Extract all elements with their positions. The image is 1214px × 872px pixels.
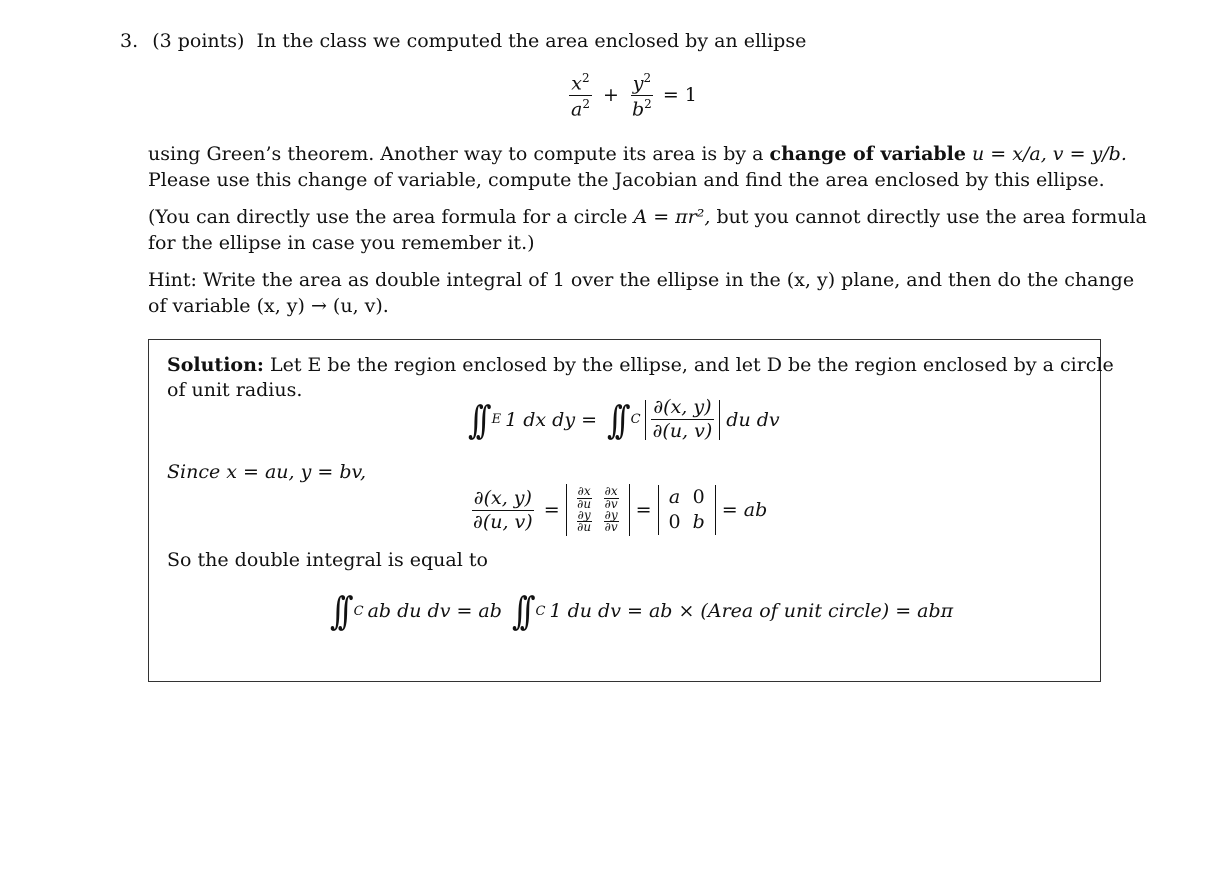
matrix-col-1 [669, 485, 681, 534]
x-over-a-frac [569, 72, 592, 120]
matrix-determinant [658, 485, 716, 535]
partial-xv: ∂x ∂v [604, 484, 618, 511]
abs-bar-right [719, 400, 720, 440]
solution-line1 [167, 354, 1114, 376]
double-integral-sign-right: ∫∫ [606, 397, 623, 442]
eq1-numerator: ∂(x, y) [653, 396, 712, 418]
problem-para2-line2: for the ellipse in case you remember it.) [148, 232, 535, 254]
problem-para2-line1 [148, 206, 1147, 228]
partial-xu: ∂x ∂u [577, 484, 592, 511]
problem-points: (3 points) [152, 30, 245, 52]
x-term: x [571, 72, 583, 95]
matrix-col-2 [693, 485, 705, 534]
partial-yv: ∂y ∂v [604, 508, 618, 535]
a-term: a [571, 98, 583, 121]
jacobian-frac [471, 486, 535, 533]
solution-line2: of unit radius. [167, 379, 303, 401]
eq1-left-expr: 1 dx dy = [505, 408, 598, 431]
jac-equals-2: = [635, 499, 652, 521]
hint-line2: of variable (x, y) → (u, v). [148, 295, 389, 317]
jac-equals-1: = [543, 499, 560, 521]
final-tail: 1 du dv = ab × (Area of unit circle) = abπ [549, 600, 954, 622]
problem-para1-line1 [148, 143, 1127, 165]
para2-text-a: (You can directly use the area formula for a circle [148, 206, 628, 228]
exp-y: 2 [643, 71, 652, 85]
jac-denominator: ∂(u, v) [473, 510, 533, 533]
region-e-sub: E [491, 412, 502, 427]
so-line: So the double integral is equal to [167, 549, 488, 571]
b-term: b [631, 98, 645, 121]
matrix-zero-2: 0 [692, 486, 705, 509]
solution-label: Solution: [167, 354, 264, 376]
ellipse-rhs: = 1 [662, 83, 697, 106]
solution-text1: Let E be the region enclosed by the ellipse, and let D be the region enclosed by a circle [269, 354, 1114, 376]
matrix-a: a [668, 486, 681, 509]
jacobian-equation [468, 484, 767, 536]
final-integral-sign-2: ∫∫ [511, 589, 528, 633]
region-c-sub: C [630, 412, 641, 427]
eq1-denominator: ∂(u, v) [652, 420, 713, 442]
ellipse-equation: $\frac{x^2}{a^2}$ + $\frac{y^2}{b^2}$ = 1 [571, 71, 697, 121]
final-ab-expr: ab du dv = ab [367, 600, 502, 622]
since-line: Since x = au, y = bv, [167, 461, 367, 483]
exp-x: 2 [582, 71, 590, 85]
matrix-b: b [692, 511, 705, 533]
y-over-b-frac [630, 72, 654, 120]
para1-math: u = x/a, v = y/b. [972, 143, 1127, 165]
problem-para1-line2: Please use this change of variable, compute the Jacobian and find the area enclosed by this ellipse. [148, 169, 1105, 191]
hint-line1: Hint: Write the area as double integral of 1 over the ellipse in the (x, y) plane, and then do the change [148, 269, 1135, 291]
partials-col-2 [604, 486, 619, 534]
partial-yu: ∂y ∂u [577, 508, 592, 535]
eq1-tail: du dv [726, 408, 780, 431]
final-integral-sign-1: ∫∫ [329, 589, 346, 633]
para1-text-a: using Green’s theorem. Another way to compute its area is by a [148, 143, 764, 165]
abs-bar-left [645, 400, 646, 440]
final-sub-2: C [535, 603, 546, 619]
y-term: y [632, 72, 644, 95]
problem-line-1 [120, 30, 806, 52]
jac-result: = ab [721, 499, 768, 521]
jac-numerator: ∂(x, y) [473, 486, 532, 509]
jacobian-frac-abs [651, 398, 715, 441]
matrix-zero-1: 0 [668, 511, 681, 533]
double-integral-sign-left: ∫∫ [467, 397, 484, 442]
equation-area-change [466, 398, 780, 441]
para2-text-b: but you cannot directly use the area formula [716, 206, 1147, 228]
exp-b: 2 [644, 97, 652, 112]
partials-determinant [566, 484, 630, 536]
partials-col-1 [577, 486, 592, 534]
exp-a: 2 [582, 97, 590, 112]
final-sub-1: C [353, 603, 364, 619]
para1-bold: change of variable [769, 143, 966, 165]
problem-number: 3. [120, 30, 139, 52]
final-equation [328, 589, 954, 633]
para2-math: A = πr², [633, 206, 711, 228]
problem-intro: In the class we computed the area enclosed by an ellipse [256, 30, 807, 52]
